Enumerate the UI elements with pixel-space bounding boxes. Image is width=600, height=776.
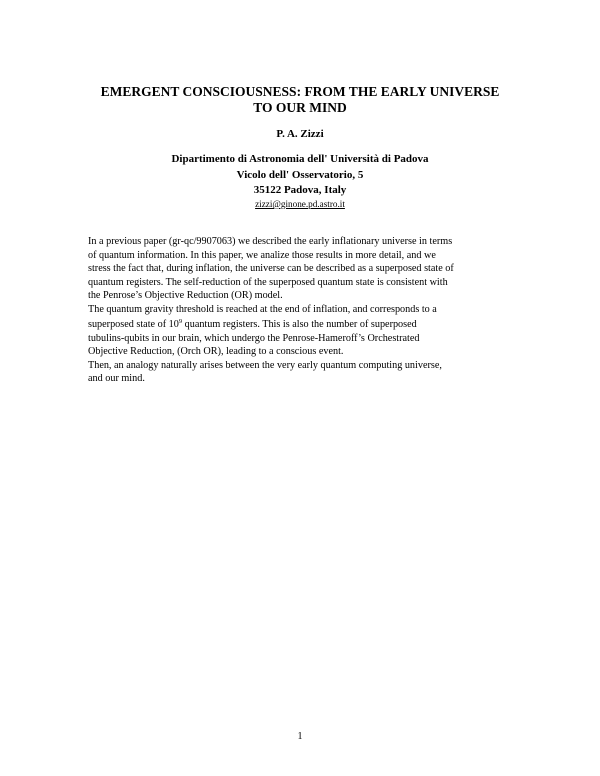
abstract-text: superposed state of 10: [88, 319, 179, 330]
abstract-line: tubulins-qubits in our brain, which undergo the Penrose-Hameroff’s Orchestrated: [88, 332, 420, 344]
title-line-1: EMERGENT CONSCIOUSNESS: FROM THE EARLY UNIVERSE: [100, 84, 500, 99]
title-line-2: TO OUR MIND: [253, 100, 347, 115]
abstract-text: quantum registers. This is also the number of superposed: [182, 319, 417, 330]
email-line: [0, 198, 600, 210]
affiliation-city: 35122 Padova, Italy: [253, 184, 347, 196]
abstract-line: The quantum gravity threshold is reached at the end of inflation, and corresponds to a: [88, 303, 437, 315]
abstract-line-with-exponent: [88, 318, 518, 332]
abstract-line: and our mind.: [88, 373, 145, 384]
affiliation-department: Dipartimento di Astronomia dell' Università di Padova: [171, 153, 429, 165]
author-name: P. A. Zizzi: [276, 128, 324, 140]
affiliation-street: Vicolo dell' Osservatorio, 5: [236, 168, 364, 181]
abstract-line: quantum registers. The self-reduction of the superposed quantum state is consistent with: [88, 276, 448, 288]
email-link[interactable]: zizzi@ginone.pd.astro.it: [255, 199, 345, 209]
abstract-line: Then, an analogy naturally arises between the very early quantum computing universe,: [88, 359, 442, 371]
exponent: 9: [178, 318, 183, 325]
abstract-line: In a previous paper (gr-qc/9907063) we described the early inflationary universe in terms: [88, 236, 453, 247]
abstract-line: stress the fact that, during inflation, the universe can be described as a superposed state of: [88, 263, 454, 274]
abstract-line: Objective Reduction, (Orch OR), leading to a conscious event.: [88, 346, 344, 357]
abstract: [88, 235, 518, 386]
abstract-line: of quantum information. In this paper, we analize those results in more detail, and we: [88, 249, 436, 261]
paper-title: [60, 84, 540, 116]
page-number: 1: [297, 731, 303, 742]
abstract-line: the Penrose’s Objective Reduction (OR) model.: [88, 290, 283, 301]
affiliation: [0, 152, 600, 199]
